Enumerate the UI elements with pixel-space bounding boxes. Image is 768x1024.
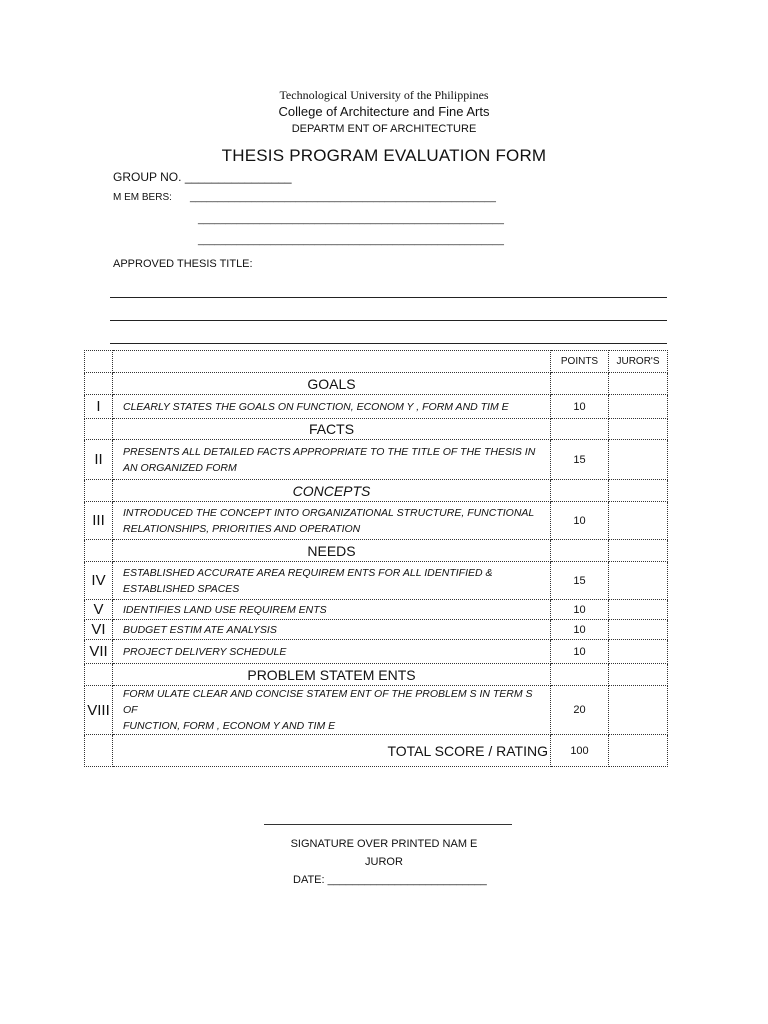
evaluation-table xyxy=(84,350,668,767)
members-line-1[interactable]: _______________________________________________________ xyxy=(190,192,496,203)
total-score-label: TOTAL SCORE / RATING xyxy=(113,735,551,767)
row-number: V xyxy=(85,600,113,620)
table-row xyxy=(85,562,668,600)
juror-total-cell[interactable] xyxy=(609,735,668,767)
empty-cell xyxy=(85,351,113,373)
row-number: IV xyxy=(85,562,113,600)
department-name: DEPARTM ENT OF ARCHITECTURE xyxy=(291,123,477,135)
group-no-field xyxy=(113,170,292,184)
row-number: VII xyxy=(85,640,113,664)
section-row-facts xyxy=(85,419,668,440)
section-problem-statements: PROBLEM STATEM ENTS xyxy=(113,664,551,686)
criterion-text: PRESENTS ALL DETAILED FACTS APPROPRIATE TO THE TITLE OF THE THESIS IN AN ORGANIZED FORM xyxy=(113,440,551,480)
section-concepts: CONCEPTS xyxy=(113,480,551,502)
section-row-problem xyxy=(85,664,668,686)
total-row xyxy=(85,735,668,767)
row-number: I xyxy=(85,395,113,419)
juror-score-cell[interactable] xyxy=(609,502,668,540)
table-row xyxy=(85,620,668,640)
juror-score-cell[interactable] xyxy=(609,562,668,600)
juror-score-cell[interactable] xyxy=(609,686,668,735)
college-name: College of Architecture and Fine Arts xyxy=(278,104,490,119)
criterion-text: ESTABLISHED ACCURATE AREA REQUIREM ENTS FOR ALL IDENTIFIED & ESTABLISHED SPACES xyxy=(113,562,551,600)
section-goals: GOALS xyxy=(113,373,551,395)
juror-score-cell[interactable] xyxy=(609,620,668,640)
members-line-2[interactable]: _______________________________________________________ xyxy=(198,214,504,225)
points-header: POINTS xyxy=(551,351,609,373)
points-value: 15 xyxy=(551,440,609,480)
title-line-3[interactable] xyxy=(110,343,667,344)
juror-score-cell[interactable] xyxy=(609,600,668,620)
approved-title-label: APPROVED THESIS TITLE: xyxy=(113,258,253,270)
signature-label: SIGNATURE OVER PRINTED NAM E xyxy=(290,838,478,850)
section-facts: FACTS xyxy=(113,419,551,440)
table-row xyxy=(85,502,668,540)
table-row xyxy=(85,640,668,664)
group-no-blank[interactable]: ________________ xyxy=(184,170,292,184)
juror-score-cell[interactable] xyxy=(609,440,668,480)
section-row-concepts xyxy=(85,480,668,502)
title-line-1[interactable] xyxy=(110,297,667,298)
juror-score-cell[interactable] xyxy=(609,640,668,664)
criterion-text: INTRODUCED THE CONCEPT INTO ORGANIZATIONAL STRUCTURE, FUNCTIONAL RELATIONSHIPS, PRIORITIES AND OPERATION xyxy=(113,502,551,540)
table-row xyxy=(85,600,668,620)
row-number: II xyxy=(85,440,113,480)
section-row-goals xyxy=(85,373,668,395)
criterion-text: CLEARLY STATES THE GOALS ON FUNCTION, ECONOM Y , FORM AND TIM E xyxy=(113,395,551,419)
group-no-label: GROUP NO. xyxy=(113,170,182,184)
criterion-text: BUDGET ESTIM ATE ANALYSIS xyxy=(113,620,551,640)
form-title: THESIS PROGRAM EVALUATION FORM xyxy=(221,146,547,165)
row-number: III xyxy=(85,502,113,540)
table-row xyxy=(85,395,668,419)
section-needs: NEEDS xyxy=(113,540,551,562)
table-row xyxy=(85,440,668,480)
points-value: 10 xyxy=(551,640,609,664)
table-header-row xyxy=(85,351,668,373)
points-value: 20 xyxy=(551,686,609,735)
date-label: DATE: xyxy=(293,874,325,886)
criterion-text: FORM ULATE CLEAR AND CONCISE STATEM ENT OF THE PROBLEM S IN TERM S OF FUNCTION, FORM , ECONOM Y AND TIM E xyxy=(113,686,551,735)
university-name: Technological University of the Philippines xyxy=(279,88,489,102)
juror-score-cell[interactable] xyxy=(609,395,668,419)
members-line-3[interactable]: _______________________________________________________ xyxy=(198,235,504,246)
points-value: 15 xyxy=(551,562,609,600)
juror-label: JUROR xyxy=(365,856,403,868)
total-points-value: 100 xyxy=(551,735,609,767)
title-line-2[interactable] xyxy=(110,320,667,321)
points-value: 10 xyxy=(551,502,609,540)
signature-line[interactable] xyxy=(264,824,512,825)
section-row-needs xyxy=(85,540,668,562)
points-value: 10 xyxy=(551,620,609,640)
members-label: M EM BERS: xyxy=(113,192,172,203)
jurors-header: JUROR'S xyxy=(609,351,668,373)
criterion-text: PROJECT DELIVERY SCHEDULE xyxy=(113,640,551,664)
date-blank[interactable]: __________________________ xyxy=(327,874,487,886)
row-number: VI xyxy=(85,620,113,640)
criterion-text: IDENTIFIES LAND USE REQUIREM ENTS xyxy=(113,600,551,620)
row-number: VIII xyxy=(85,686,113,735)
table-row xyxy=(85,686,668,735)
points-value: 10 xyxy=(551,600,609,620)
date-field xyxy=(293,874,487,886)
points-value: 10 xyxy=(551,395,609,419)
empty-cell xyxy=(113,351,551,373)
